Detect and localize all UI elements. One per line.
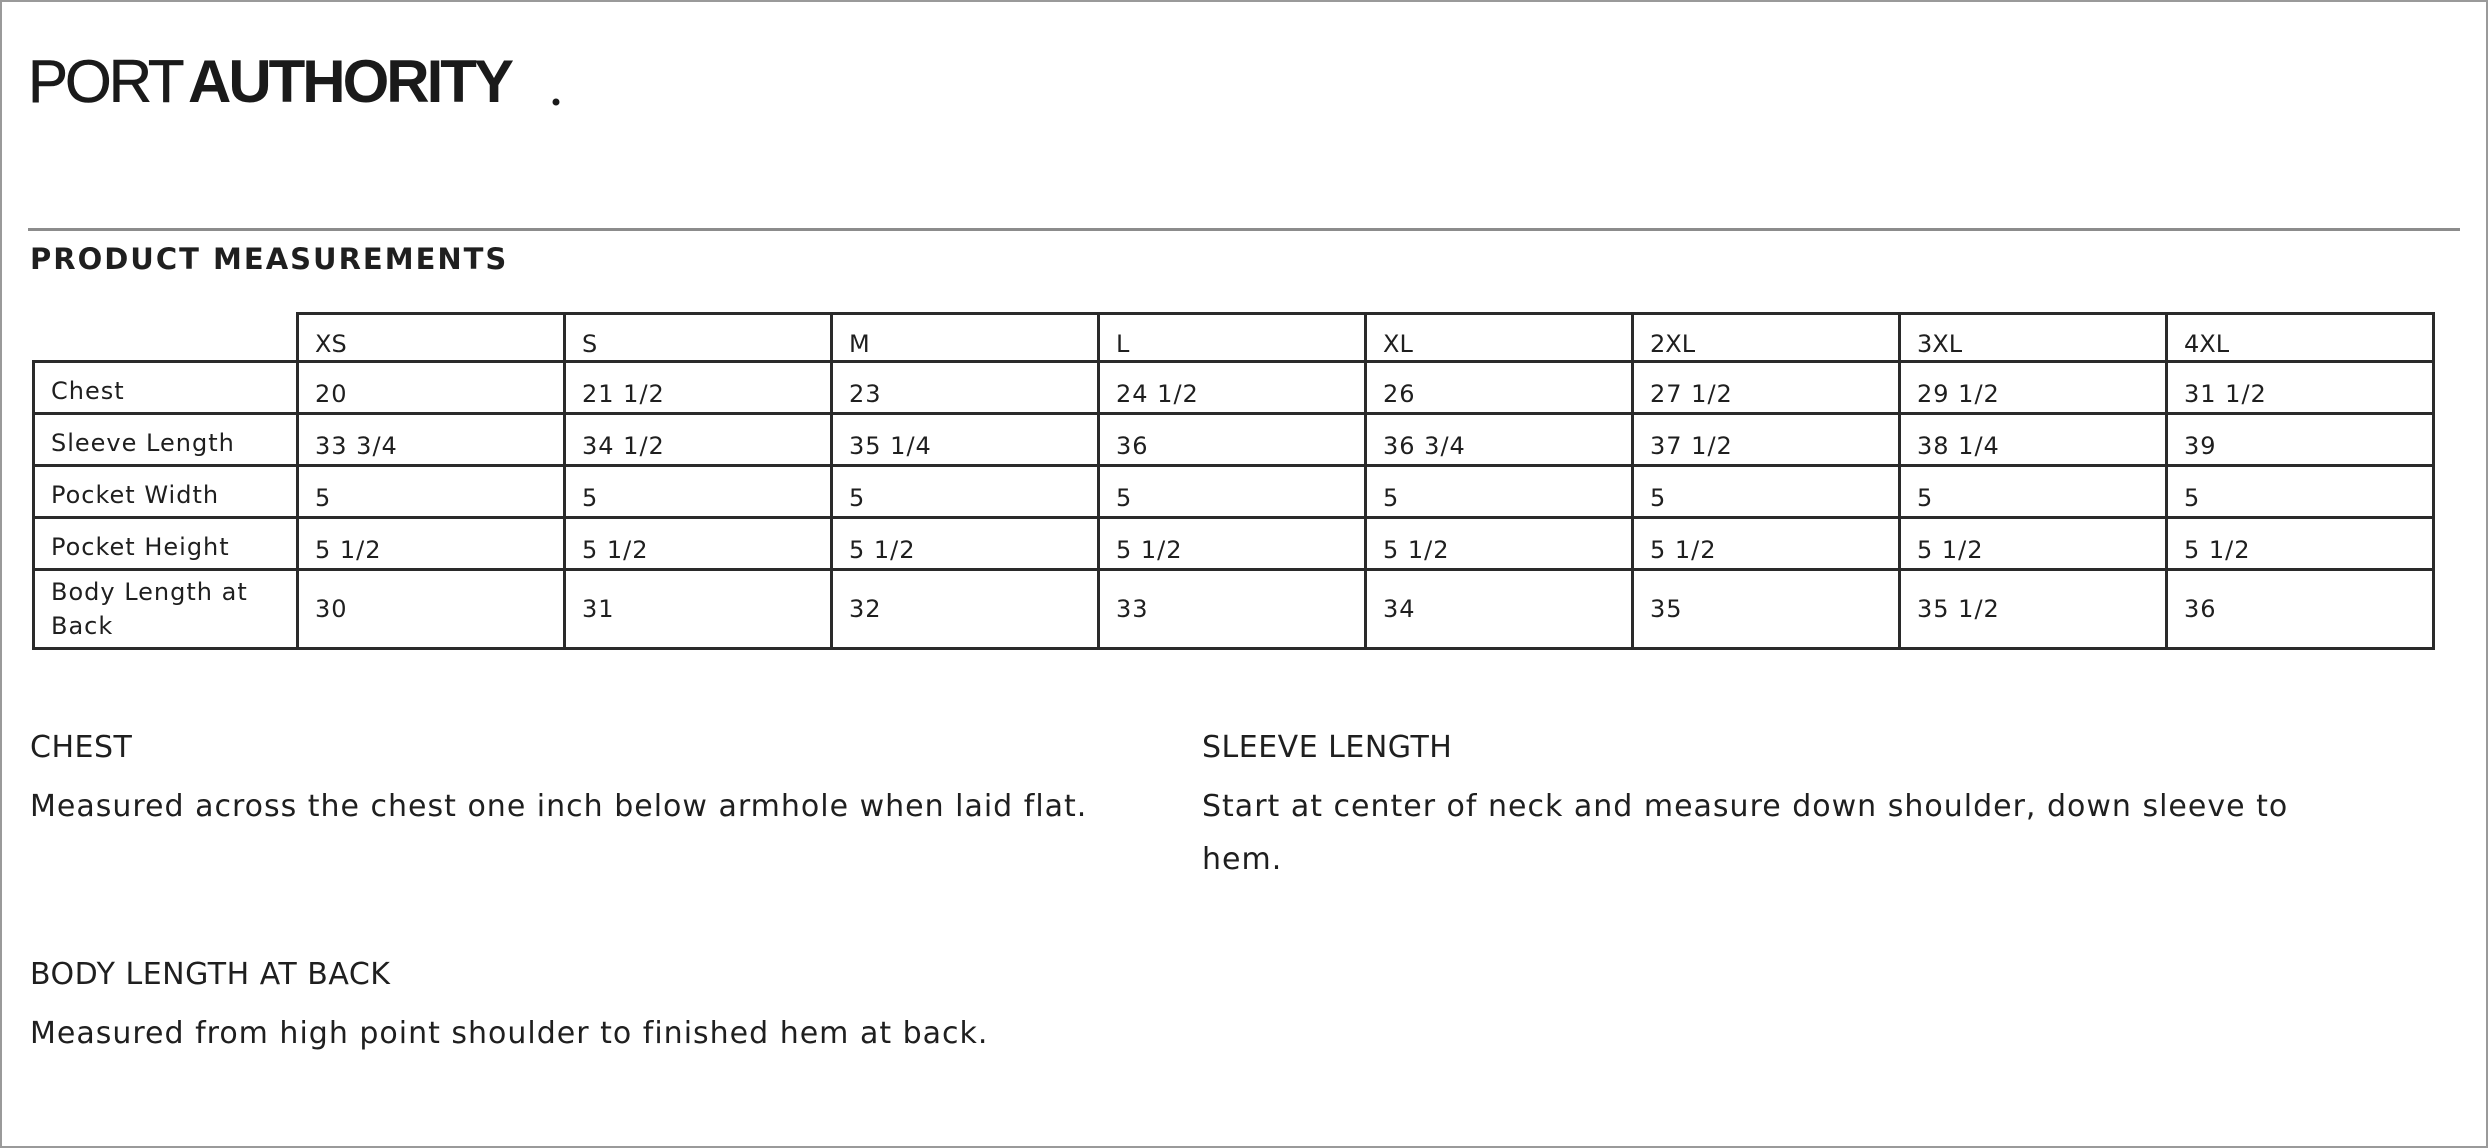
measurement-cell: 38 1/4 xyxy=(1900,414,2167,466)
logo-word-authority: AUTHORITY xyxy=(188,48,511,114)
section-title: PRODUCT MEASUREMENTS xyxy=(30,242,509,276)
measurement-cell: 5 1/2 xyxy=(2167,518,2434,570)
table-row xyxy=(34,362,2434,414)
measurement-cell: 5 1/2 xyxy=(1366,518,1633,570)
size-header-cell: XS xyxy=(298,314,565,362)
measurement-cell: 5 xyxy=(832,466,1099,518)
measurement-cell: 5 xyxy=(1900,466,2167,518)
row-label-cell: Pocket Width xyxy=(34,466,298,518)
size-header-cell: 4XL xyxy=(2167,314,2434,362)
sleeve-length-description xyxy=(1202,730,2302,886)
measurement-cell: 34 xyxy=(1366,570,1633,649)
table-row xyxy=(34,466,2434,518)
table-row xyxy=(34,570,2434,649)
table-row xyxy=(34,414,2434,466)
measurement-cell: 5 1/2 xyxy=(1633,518,1900,570)
measurement-cell: 27 1/2 xyxy=(1633,362,1900,414)
body-length-desc-title: BODY LENGTH AT BACK xyxy=(30,957,391,992)
size-header-cell: L xyxy=(1099,314,1366,362)
measurement-cell: 5 xyxy=(298,466,565,518)
measurement-cell: 5 1/2 xyxy=(1099,518,1366,570)
measurement-cell: 5 1/2 xyxy=(832,518,1099,570)
logo-dot-icon xyxy=(553,99,560,106)
row-label-cell: Sleeve Length xyxy=(34,414,298,466)
size-header-cell: M xyxy=(832,314,1099,362)
measurement-cell: 23 xyxy=(832,362,1099,414)
measurement-cell: 30 xyxy=(298,570,565,649)
size-header-cell: 2XL xyxy=(1633,314,1900,362)
table-row xyxy=(34,518,2434,570)
measurement-cell: 36 3/4 xyxy=(1366,414,1633,466)
body-length-description xyxy=(30,957,1150,1060)
measurement-cell: 35 1/4 xyxy=(832,414,1099,466)
measurement-cell: 29 1/2 xyxy=(1900,362,2167,414)
sleeve-desc-text: Start at center of neck and measure down shoulder, down sleeve to hem. xyxy=(1202,789,2289,877)
chest-desc-title: CHEST xyxy=(30,730,133,765)
measurement-cell: 34 1/2 xyxy=(565,414,832,466)
row-label-cell: Pocket Height xyxy=(34,518,298,570)
body-length-desc-text: Measured from high point shoulder to finished hem at back. xyxy=(30,1016,989,1051)
measurement-cell: 5 xyxy=(1366,466,1633,518)
measurement-cell: 24 1/2 xyxy=(1099,362,1366,414)
chest-description xyxy=(30,730,1150,833)
measurement-cell: 5 xyxy=(2167,466,2434,518)
measurement-cell: 33 xyxy=(1099,570,1366,649)
header-divider xyxy=(28,228,2460,231)
measurement-cell: 35 xyxy=(1633,570,1900,649)
measurement-cell: 5 1/2 xyxy=(298,518,565,570)
measurements-table xyxy=(32,312,2435,650)
size-header-row xyxy=(34,314,2434,362)
measurement-cell: 39 xyxy=(2167,414,2434,466)
sleeve-desc-title: SLEEVE LENGTH xyxy=(1202,730,1453,765)
measurement-cell: 5 1/2 xyxy=(565,518,832,570)
measurement-cell: 5 xyxy=(1099,466,1366,518)
size-header-cell: S xyxy=(565,314,832,362)
measurement-cell: 5 1/2 xyxy=(1900,518,2167,570)
row-label-cell: Body Length at Back xyxy=(34,570,298,649)
chest-desc-text: Measured across the chest one inch below armhole when laid flat. xyxy=(30,789,1088,824)
size-header-cell: 3XL xyxy=(1900,314,2167,362)
header-corner-cell xyxy=(34,314,298,362)
size-header-cell: XL xyxy=(1366,314,1633,362)
logo-word-port: PORT xyxy=(28,48,182,114)
measurement-cell: 26 xyxy=(1366,362,1633,414)
measurement-cell: 33 3/4 xyxy=(298,414,565,466)
measurement-cell: 35 1/2 xyxy=(1900,570,2167,649)
measurement-cell: 31 xyxy=(565,570,832,649)
measurement-cell: 31 1/2 xyxy=(2167,362,2434,414)
measurement-cell: 36 xyxy=(2167,570,2434,649)
measurement-cell: 32 xyxy=(832,570,1099,649)
measurement-cell: 20 xyxy=(298,362,565,414)
measurement-cell: 21 1/2 xyxy=(565,362,832,414)
row-label-cell: Chest xyxy=(34,362,298,414)
measurement-cell: 36 xyxy=(1099,414,1366,466)
port-authority-logo xyxy=(28,48,564,114)
measurement-cell: 5 xyxy=(1633,466,1900,518)
measurement-cell: 37 1/2 xyxy=(1633,414,1900,466)
measurement-cell: 5 xyxy=(565,466,832,518)
